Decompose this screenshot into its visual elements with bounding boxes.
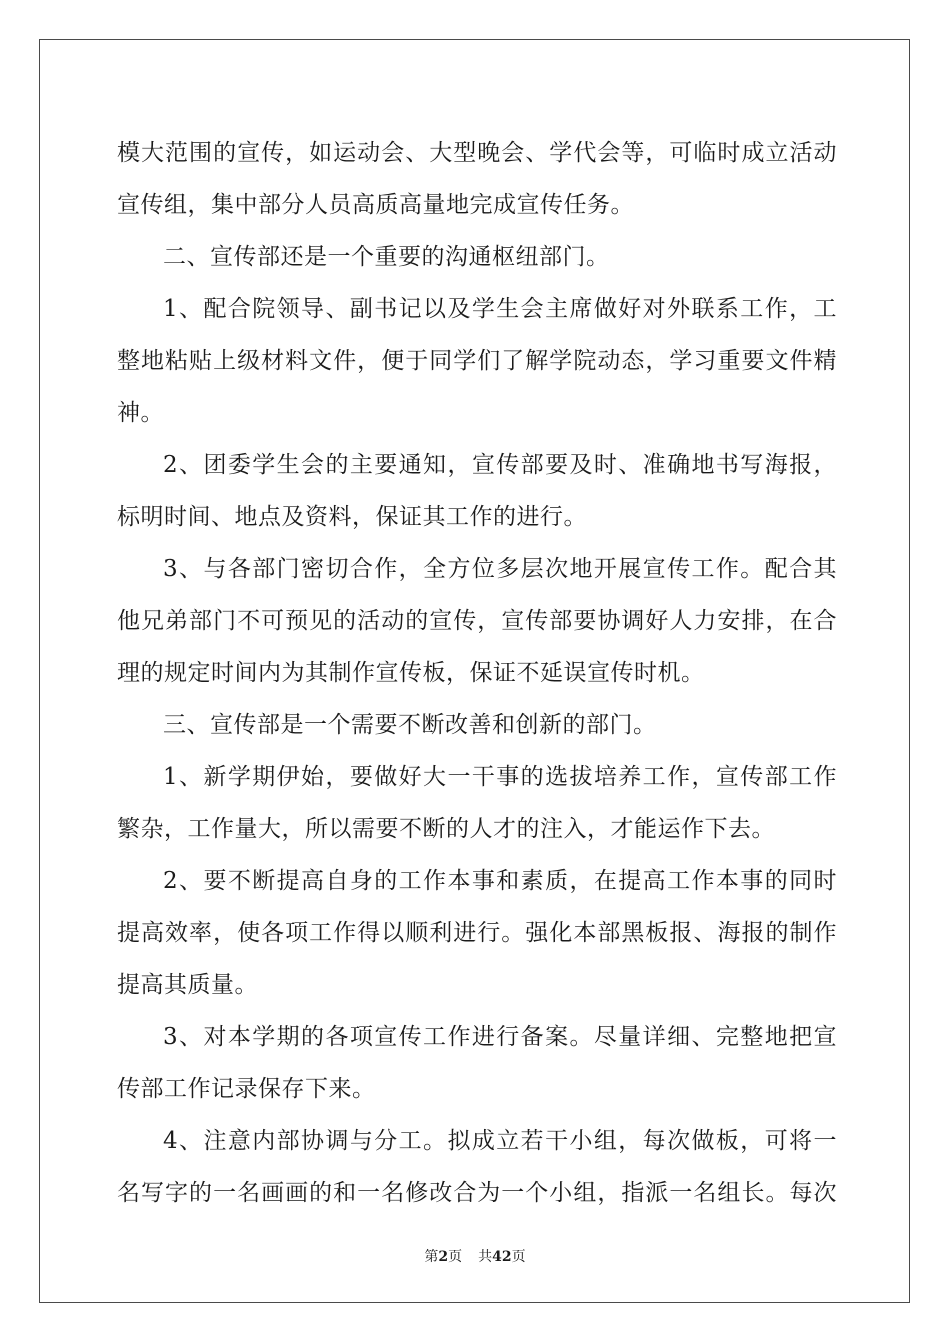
text-line: 理的规定时间内为其制作宣传板，保证不延误宣传时机。 <box>117 660 705 686</box>
document-body <box>117 127 837 1219</box>
text-line: 标明时间、地点及资料，保证其工作的进行。 <box>117 504 587 530</box>
text-line: 2、要不断提高自身的工作本事和素质，在提高工作本事的同时 <box>163 868 837 894</box>
total-pages: 42 <box>492 1249 512 1265</box>
text-line: 2、团委学生会的主要通知，宣传部要及时、准确地书写海报， <box>163 452 837 478</box>
text-line: 传部工作记录保存下来。 <box>117 1076 376 1102</box>
page-number: 2 <box>438 1249 449 1265</box>
text-line: 名写字的一名画画的和一名修改合为一个小组，指派一名组长。每次 <box>117 1180 837 1206</box>
text-line: 神。 <box>117 400 164 426</box>
text-line: 1、配合院领导、副书记以及学生会主席做好对外联系工作，工 <box>163 296 837 322</box>
section-heading: 二、宣传部还是一个重要的沟通枢纽部门。 <box>163 244 610 270</box>
total-suffix: 页 <box>511 1249 526 1265</box>
text-line: 4、注意内部协调与分工。拟成立若干小组，每次做板，可将一 <box>163 1128 837 1154</box>
text-line: 繁杂，工作量大，所以需要不断的人才的注入，才能运作下去。 <box>117 816 775 842</box>
section-heading: 三、宣传部是一个需要不断改善和创新的部门。 <box>163 712 657 738</box>
page-prefix: 第 <box>424 1249 439 1265</box>
text-line: 3、与各部门密切合作，全方位多层次地开展宣传工作。配合其 <box>163 556 837 582</box>
page-suffix: 页 <box>448 1249 463 1265</box>
text-line: 模大范围的宣传，如运动会、大型晚会、学代会等，可临时成立活动 <box>117 140 837 166</box>
text-line: 1、新学期伊始，要做好大一干事的选拔培养工作，宣传部工作 <box>163 764 837 790</box>
text-line: 3、对本学期的各项宣传工作进行备案。尽量详细、完整地把宣 <box>163 1024 837 1050</box>
text-line: 宣传组，集中部分人员高质高量地完成宣传任务。 <box>117 192 634 218</box>
text-line: 整地粘贴上级材料文件，便于同学们了解学院动态，学习重要文件精 <box>117 348 837 374</box>
text-line: 提高其质量。 <box>117 972 258 998</box>
page-footer <box>0 1246 950 1266</box>
text-line: 他兄弟部门不可预见的活动的宣传，宣传部要协调好人力安排，在合 <box>117 608 837 634</box>
text-line: 提高效率，使各项工作得以顺利进行。强化本部黑板报、海报的制作 <box>117 920 837 946</box>
total-prefix: 共 <box>478 1249 493 1265</box>
